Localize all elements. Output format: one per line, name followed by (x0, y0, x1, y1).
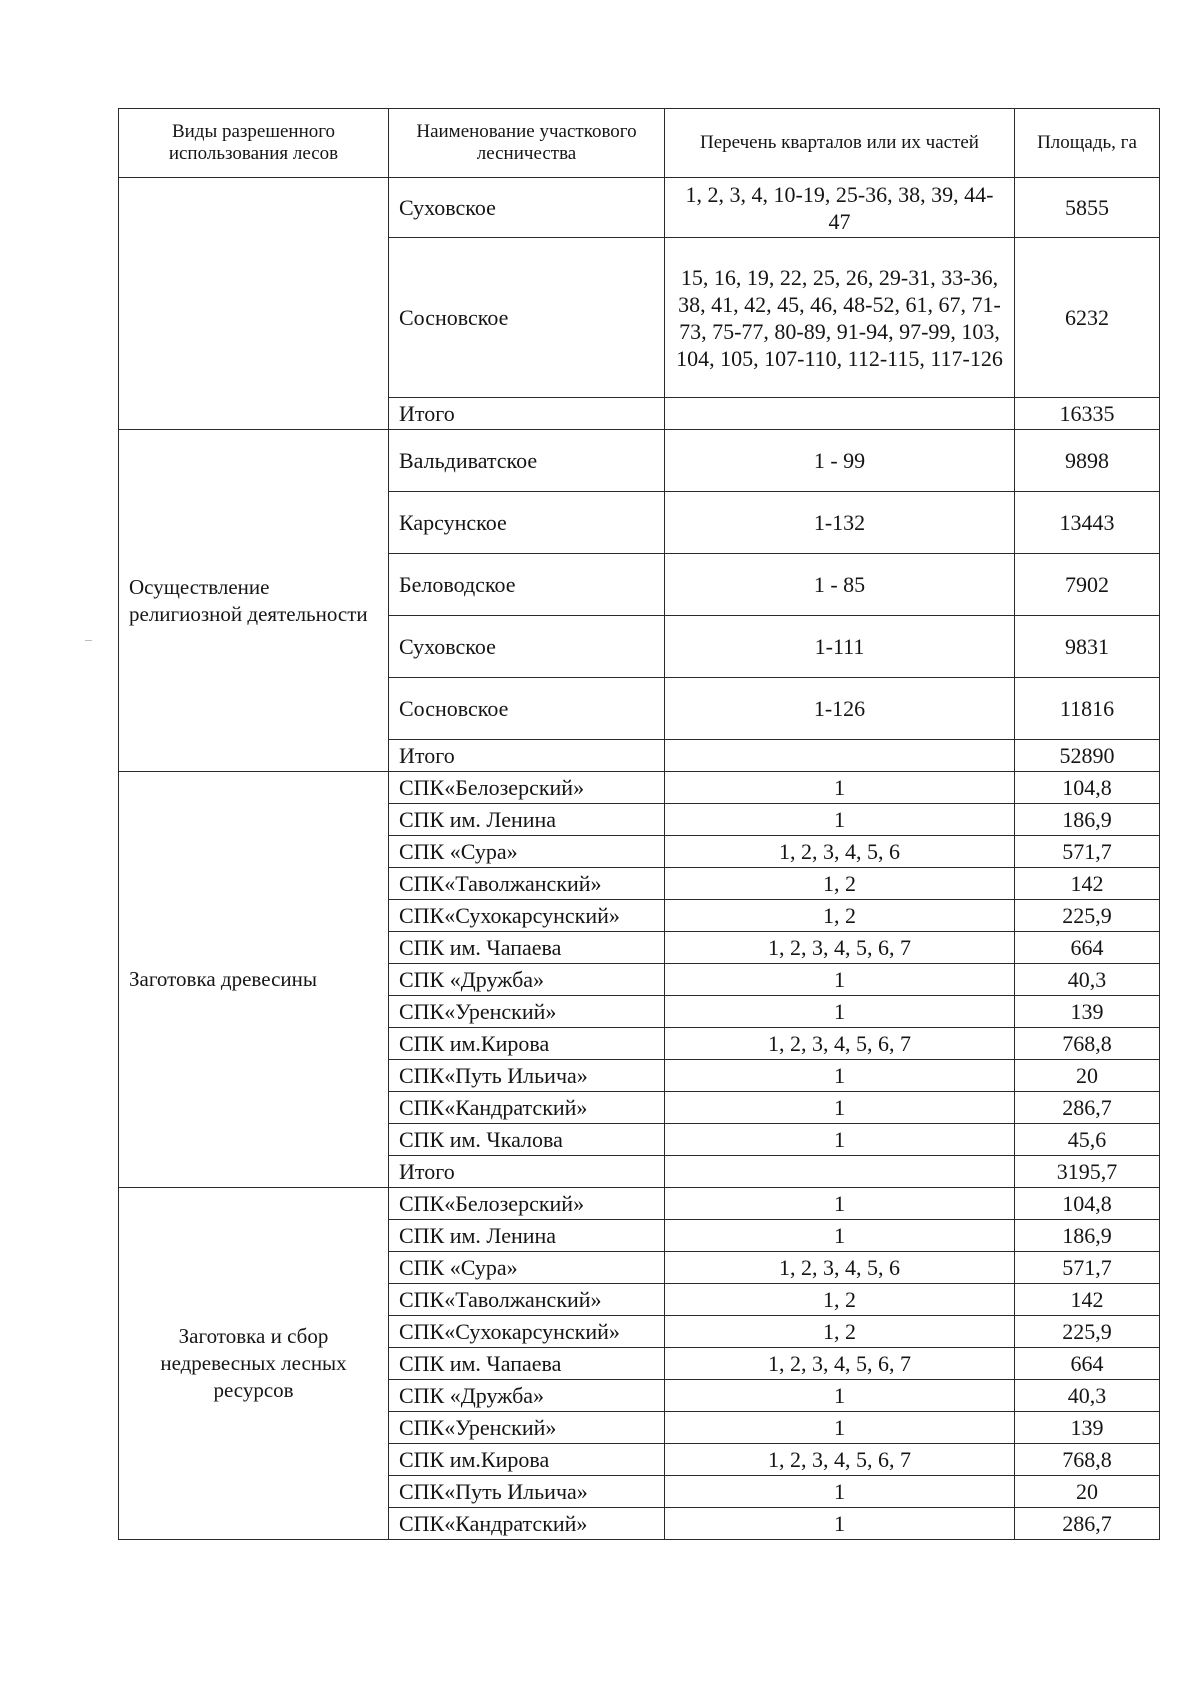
total-label: Итого (389, 398, 665, 430)
quarters-list: 1-132 (665, 492, 1015, 554)
organization-name: СПК им.Кирова (389, 1444, 665, 1476)
area-value: 186,9 (1015, 1220, 1160, 1252)
area-value: 139 (1015, 1412, 1160, 1444)
organization-name: СПК«Уренский» (389, 1412, 665, 1444)
organization-name: СПК им. Чкалова (389, 1124, 665, 1156)
organization-name: СПК«Кандратский» (389, 1092, 665, 1124)
quarters-list: 1, 2, 3, 4, 5, 6 (665, 836, 1015, 868)
area-value: 571,7 (1015, 836, 1160, 868)
organization-name: СПК«Уренский» (389, 996, 665, 1028)
area-value: 286,7 (1015, 1508, 1160, 1540)
quarters-list: 1, 2, 3, 4, 5, 6, 7 (665, 1348, 1015, 1380)
total-quarters-empty (665, 1156, 1015, 1188)
quarters-list: 1, 2, 3, 4, 10-19, 25-36, 38, 39, 44-47 (665, 178, 1015, 238)
quarters-list: 1-111 (665, 616, 1015, 678)
table-row (119, 772, 1160, 804)
organization-name: СПК им. Ленина (389, 804, 665, 836)
quarters-list: 1 (665, 1220, 1015, 1252)
kind-religious: Осуществление религиозной деятельности (119, 430, 389, 772)
quarters-list: 1, 2, 3, 4, 5, 6, 7 (665, 1444, 1015, 1476)
area-value: 20 (1015, 1476, 1160, 1508)
area-value: 5855 (1015, 178, 1160, 238)
area-value: 104,8 (1015, 1188, 1160, 1220)
area-value: 664 (1015, 932, 1160, 964)
quarters-list: 1 (665, 1060, 1015, 1092)
area-value: 13443 (1015, 492, 1160, 554)
total-area: 16335 (1015, 398, 1160, 430)
forestry-name: Сосновское (389, 238, 665, 398)
forestry-name: Беловодское (389, 554, 665, 616)
quarters-list: 1 (665, 804, 1015, 836)
forestry-name: Суховское (389, 178, 665, 238)
organization-name: СПК«Белозерский» (389, 1188, 665, 1220)
quarters-list: 1, 2 (665, 868, 1015, 900)
quarters-list: 15, 16, 19, 22, 25, 26, 29-31, 33-36, 38, 41, 42, 45, 46, 48-52, 61, 67, 71-73, 75-77, 80-89, 91-94, 97-99, 103, 104, 105, 107-110, 112-115, 117-126 (665, 238, 1015, 398)
organization-name: СПК«Таволжанский» (389, 868, 665, 900)
area-value: 11816 (1015, 678, 1160, 740)
organization-name: СПК им. Чапаева (389, 1348, 665, 1380)
organization-name: СПК«Путь Ильича» (389, 1476, 665, 1508)
area-value: 7902 (1015, 554, 1160, 616)
quarters-list: 1 (665, 964, 1015, 996)
organization-name: СПК«Белозерский» (389, 772, 665, 804)
area-value: 9898 (1015, 430, 1160, 492)
area-value: 20 (1015, 1060, 1160, 1092)
kind-timber: Заготовка древесины (119, 772, 389, 1188)
quarters-list: 1, 2, 3, 4, 5, 6, 7 (665, 1028, 1015, 1060)
quarters-list: 1 (665, 772, 1015, 804)
table-header-row (119, 109, 1160, 178)
area-value: 571,7 (1015, 1252, 1160, 1284)
quarters-list: 1 (665, 1508, 1015, 1540)
area-value: 40,3 (1015, 1380, 1160, 1412)
organization-name: СПК«Путь Ильича» (389, 1060, 665, 1092)
area-value: 768,8 (1015, 1444, 1160, 1476)
forestry-name: Суховское (389, 616, 665, 678)
header-forestry: Наименование участкового лесничества (389, 109, 665, 178)
total-quarters-empty (665, 740, 1015, 772)
area-value: 186,9 (1015, 804, 1160, 836)
kind-cell-empty (119, 178, 389, 430)
quarters-list: 1 (665, 1412, 1015, 1444)
table-row (119, 178, 1160, 238)
organization-name: СПК «Сура» (389, 1252, 665, 1284)
forest-use-table (118, 108, 1160, 1540)
quarters-list: 1 (665, 1380, 1015, 1412)
organization-name: СПК«Сухокарсунский» (389, 1316, 665, 1348)
quarters-list: 1, 2 (665, 1316, 1015, 1348)
area-value: 225,9 (1015, 1316, 1160, 1348)
area-value: 9831 (1015, 616, 1160, 678)
total-quarters-empty (665, 398, 1015, 430)
table-row (119, 430, 1160, 492)
header-quarters: Перечень кварталов или их частей (665, 109, 1015, 178)
area-value: 45,6 (1015, 1124, 1160, 1156)
quarters-list: 1, 2 (665, 1284, 1015, 1316)
total-area: 3195,7 (1015, 1156, 1160, 1188)
forestry-name: Карсунское (389, 492, 665, 554)
header-area: Площадь, га (1015, 109, 1160, 178)
organization-name: СПК им. Ленина (389, 1220, 665, 1252)
quarters-list: 1 (665, 1092, 1015, 1124)
organization-name: СПК«Кандратский» (389, 1508, 665, 1540)
quarters-list: 1 - 99 (665, 430, 1015, 492)
area-value: 6232 (1015, 238, 1160, 398)
header-kind: Виды разрешенного использования лесов (119, 109, 389, 178)
quarters-list: 1, 2 (665, 900, 1015, 932)
area-value: 664 (1015, 1348, 1160, 1380)
organization-name: СПК им. Чапаева (389, 932, 665, 964)
quarters-list: 1 (665, 1188, 1015, 1220)
total-area: 52890 (1015, 740, 1160, 772)
quarters-list: 1 (665, 1476, 1015, 1508)
organization-name: СПК «Дружба» (389, 1380, 665, 1412)
table-row (119, 1188, 1160, 1220)
area-value: 40,3 (1015, 964, 1160, 996)
total-label: Итого (389, 1156, 665, 1188)
area-value: 139 (1015, 996, 1160, 1028)
organization-name: СПК им.Кирова (389, 1028, 665, 1060)
quarters-list: 1 - 85 (665, 554, 1015, 616)
area-value: 142 (1015, 868, 1160, 900)
quarters-list: 1, 2, 3, 4, 5, 6 (665, 1252, 1015, 1284)
quarters-list: 1, 2, 3, 4, 5, 6, 7 (665, 932, 1015, 964)
quarters-list: 1-126 (665, 678, 1015, 740)
quarters-list: 1 (665, 996, 1015, 1028)
area-value: 768,8 (1015, 1028, 1160, 1060)
area-value: 104,8 (1015, 772, 1160, 804)
forestry-name: Сосновское (389, 678, 665, 740)
area-value: 286,7 (1015, 1092, 1160, 1124)
margin-mark (85, 640, 92, 641)
organization-name: СПК «Дружба» (389, 964, 665, 996)
quarters-list: 1 (665, 1124, 1015, 1156)
organization-name: СПК «Сура» (389, 836, 665, 868)
area-value: 225,9 (1015, 900, 1160, 932)
area-value: 142 (1015, 1284, 1160, 1316)
forestry-name: Вальдиватское (389, 430, 665, 492)
total-label: Итого (389, 740, 665, 772)
kind-non-timber: Заготовка и сбор недревесных лесных ресурсов (119, 1188, 389, 1540)
organization-name: СПК«Таволжанский» (389, 1284, 665, 1316)
organization-name: СПК«Сухокарсунский» (389, 900, 665, 932)
